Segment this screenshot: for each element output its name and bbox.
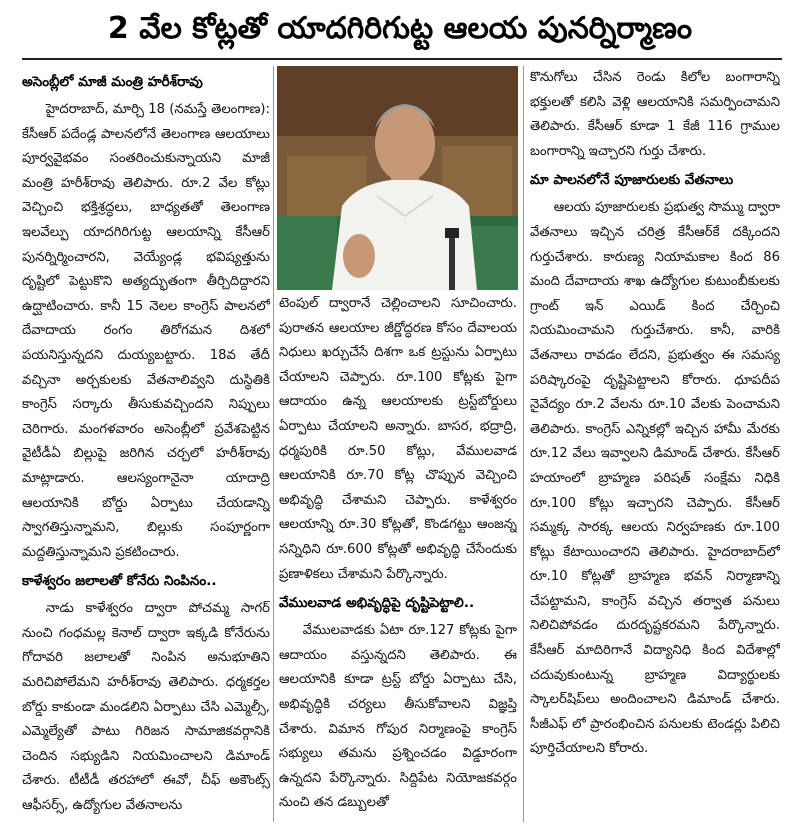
article-paragraph: నాడు కాళేశ్వరం ద్వారా పోచమ్మ సాగర్ నుంచి గంధమల్ల కెనాల్ ద్వారా ఇక్కడి కోనేరును గోదావరి జలాలతో నింపిన అనుభూతిని మరిచిపోలేమని హరీశ్‌రావు తెలిపారు. ధర్మకర్తల బోర్డు కాకుండా మండలిని ఏర్పాటు చేసి ఎమ్మెల్సీ, ఎమ్మెల్యేతో పాటు గిరిజన సామాజికవర్గానికి చెందిన సభ్యుడిని నియమించాలని డిమాండ్ చేశారు. టీటీడీ తరహాలో ఈవో, చీఫ్ అకౌంట్స్ ఆఫీసర్స్, ఉద్యోగుల వేతనాలను	[22, 601, 270, 814]
column-3	[530, 66, 780, 822]
column-2	[279, 292, 517, 822]
subhead-assembly: అసెంబ్లీలో మాజీ మంత్రి హరీశ్‌రావు	[22, 74, 203, 90]
headline-rule	[22, 58, 782, 60]
subhead-priest-salaries: మా పాలనలోనే పూజారులకు వేతనాలు	[530, 172, 734, 189]
article-paragraph: టెంపుల్ ద్వారానే చెల్లించాలని సూచించారు. పురాతన ఆలయాల జీర్ణోద్ధరణ కోసం దేవాలయ నిధులు ఖర్చుచేసే దిశగా ఒక ట్రస్టును ఏర్పాటు చేయాలని చెప్పారు. రూ.100 కోట్లకు పైగా ఆదాయం ఉన్న ఆలయాలకు ట్రస్ట్‌బోర్డులు ఏర్పాటు చేయాలని అన్నారు. బాసర, భద్రాద్రి, ధర్మపురికి రూ.50 కోట్లు, వేములవాడ ఆలయానికి రూ.70 కోట్ల చొప్పున వెచ్చించి అభివృద్ధి చేశామని చెప్పారు. కాళేశ్వరం ఆలయాన్ని రూ.30 కోట్లతో, కొండగట్టు ఆంజన్న సన్నిధిని రూ.600 కోట్లతో అభివృద్ధి చేసేందుకు ప్రణాళికలు చేశామని పేర్కొన్నారు.	[279, 296, 517, 582]
subhead-kaleshwaram: కాళేశ్వరం జలాలతో కోనేరు నింపినం..	[22, 573, 217, 590]
article-paragraph: కొనుగోలు చేసిన రెండు కిలోల బంగారాన్ని భక్తులతో కలిసి వెళ్లి ఆలయానికి సమర్పించామని తెలిపారు. కేసీఆర్ కూడా 1 కేజీ 116 గ్రాముల బంగారాన్ని ఇచ్చారని గుర్తు చేశారు.	[530, 70, 780, 159]
photo-illustration	[277, 66, 518, 290]
column-divider	[523, 66, 524, 822]
headline: 2 వేల కోట్లతో యాదగిరిగుట్ట ఆలయ పునర్నిర్మాణం	[107, 11, 693, 46]
column-divider	[273, 66, 274, 822]
subhead-vemulawada: వేములవాడ అభివృద్ధిపై దృష్టిపెట్టాలి..	[279, 595, 475, 612]
photo-harish-rao	[277, 66, 518, 290]
article-paragraph: హైదరాబాద్, మార్చి 18 (నమస్తే తెలంగాణ): కేసీఆర్ పదేండ్ల పాలనలోనే తెలంగాణ ఆలయాలు పూర్వవైభవం సంతరించుకున్నాయని మాజీ మంత్రి హరీశ్‌రావు తెలిపారు. రూ.2 వేల కోట్లు వెచ్చించి భక్తిశ్రద్ధలు, బాధ్యతతో తెలంగాణ ఇలవేల్పు యాదగిరిగుట్ట ఆలయాన్ని కేసీఆర్ పునర్నిర్మించారని, వెయ్యేండ్ల భవిష్యత్తును దృష్టిలో పెట్టుకొని అత్యద్భుతంగా తీర్చిదిద్దారని ఉద్ఘాటించారు. కానీ 15 నెలల కాంగ్రెస్ పాలనలో దేవాదాయ రంగం తిరోగమన దిశలో పయనిస్తున్నదని దుయ్యబట్టారు. 18వ తేదీ వచ్చినా అర్చకులకు వేతనాలివ్వని దుస్థితికి కాంగ్రెస్ సర్కారు తీసుకువచ్చిందని నిప్పులు చెరిగారు. మంగళవారం అసెంబ్లీలో ప్రవేశపెట్టిన వైటీడీఏ బిల్లుపై జరిగిన చర్చలో హరీశ్‌రావు మాట్లాడారు. ఆలస్యంగానైనా యాదాద్రి ఆలయానికి బోర్డు ఏర్పాటు చేయడాన్ని స్వాగతిస్తున్నామని, బిల్లుకు సంపూర్ణంగా మద్దతిస్తున్నామని ప్రకటించారు.	[22, 102, 270, 560]
article-paragraph: ఆలయ పూజారులకు ప్రభుత్వ సొమ్ము ద్వారా వేతనాలు ఇచ్చిన చరిత్ర కేసీఆర్‌కే దక్కిందని గుర్తుచేశారు. కారుణ్య నియామకాల కింద 86 మంది దేవాదాయ శాఖ ఉద్యోగుల కుటుంబీకులకు గ్రాంట్ ఇన్ ఎయిడ్ కింద చేర్చించి నియమించామని గుర్తుచేశారు. కానీ, వారికి వేతనాలు రావడం లేదని, ప్రభుత్వం ఈ సమస్య పరిష్కారంపై దృష్టిపెట్టాలని కోరారు. ధూపదీప నైవేద్యం రూ.2 వేలను రూ.10 వేలకు పెంచామని తెలిపారు. కాంగ్రెస్ ఎన్నికల్లో ఇచ్చిన హామీ మేరకు రూ.12 వేలు ఇవ్వాలని డిమాండ్ చేశారు. కేసీఆర్ హయాంలో బ్రాహ్మణ పరిషత్ సంక్షేమ నిధికి రూ.100 కోట్లు ఇచ్చారని చెప్పారు. కేసీఆర్ సమ్మక్క సారక్క ఆలయ నిర్వహణకు రూ.100 కోట్లు కేటాయించారని తెలిపారు. హైదరాబాద్‌లో రూ.10 కోట్లతో బ్రాహ్మణ భవన్ నిర్మాణాన్ని చేపట్టామని, కాంగ్రెస్ వచ్చిన తర్వాత పనులు నిలిచిపోవడం దురదృష్టకరమని పేర్కొన్నారు. కేసీఆర్ మాదిరిగానే విద్యానిధి కింద విదేశాల్లో చదువుకుంటున్న బ్రాహ్మణ విద్యార్థులకు స్కాలర్‌షిప్‌లు అందించాలని డిమాండ్ చేశారు. సీజీఎఫ్ లో ప్రారంభించిన పనులకు టెండర్లు పిలిచి పూర్తిచేయాలని కోరారు.	[530, 200, 780, 757]
article-paragraph: వేములవాడకు ఏటా రూ.127 కోట్లకు పైగా ఆదాయం వస్తున్నదని తెలిపారు. ఈ ఆలయానికి కూడా ట్రస్ట్ బోర్డు ఏర్పాటు చేసి, అభివృద్ధికి చర్యలు తీసుకోవాలని విజ్ఞప్తి చేశారు. విమాన గోపుర నిర్మాణంపై కాంగ్రెస్ సభ్యులు తమను ప్రశ్నించడం విడ్డూరంగా ఉన్నదని పేర్కొన్నారు. సిద్దిపేట నియోజకవర్గం నుంచి తన డబ్బులతో	[279, 623, 517, 811]
column-1	[22, 66, 270, 822]
